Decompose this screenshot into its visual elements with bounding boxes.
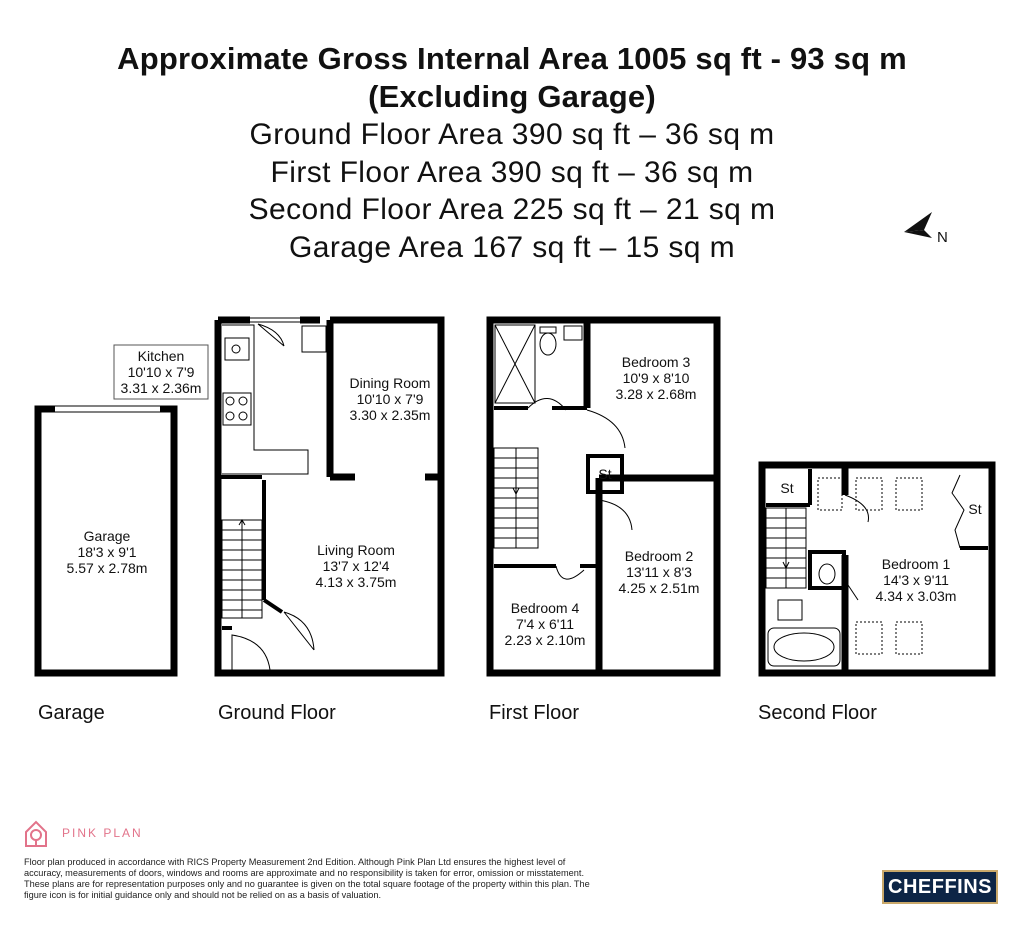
- disclaimer-text: Floor plan produced in accordance with RICS Property Measurement 2nd Edition. Although Pink Plan Ltd ensures the highest level of accuracy, measurements of doors, windows and rooms are approximate and no responsibility is taken for error, omission or misstatement. These plans are for representation purposes only and no guarantee is given on the total square footage of the property within this plan. The figure icon is for initial guidance only and should not be relied on as a basis of valuation.: [24, 857, 590, 900]
- compass-north-label: N: [937, 229, 948, 246]
- first-floor-caption: First Floor: [489, 702, 579, 724]
- ground-floor-plan: [218, 320, 441, 673]
- excluding-garage-note: (Excluding Garage): [368, 79, 656, 114]
- kitchen-name: Kitchen: [137, 348, 185, 364]
- second-floor-caption: Second Floor: [758, 702, 877, 724]
- first-floor-area: First Floor Area 390 sq ft – 36 sq m: [270, 155, 754, 189]
- garage-name: Garage: [83, 528, 131, 544]
- garage-caption: Garage: [38, 702, 105, 724]
- living-name: Living Room: [317, 542, 395, 558]
- bedroom4-imperial: 7'4 x 6'11: [515, 616, 575, 632]
- dining-metric: 3.30 x 2.35m: [349, 407, 431, 423]
- dining-imperial: 10'10 x 7'9: [356, 391, 424, 407]
- bedroom2-metric: 4.25 x 2.51m: [618, 580, 700, 596]
- bedroom3-name: Bedroom 3: [621, 354, 691, 370]
- ground-floor-area: Ground Floor Area 390 sq ft – 36 sq m: [249, 118, 775, 151]
- bedroom3-metric: 3.28 x 2.68m: [615, 386, 697, 402]
- dining-name: Dining Room: [349, 375, 431, 391]
- ground-floor-details: [216, 318, 420, 675]
- bedroom1-name: Bedroom 1: [881, 556, 951, 572]
- bedroom2-name: Bedroom 2: [624, 548, 694, 564]
- bedroom4-name: Bedroom 4: [510, 600, 580, 616]
- ground-floor-caption: Ground Floor: [218, 702, 336, 724]
- bedroom1-imperial: 14'3 x 9'11: [883, 572, 949, 588]
- second-floor-area: Second Floor Area 225 sq ft – 21 sq m: [248, 193, 776, 226]
- pink-plan-logo-text: PINK PLAN: [62, 826, 143, 840]
- cheffins-logo: CHEFFINS: [882, 870, 998, 904]
- first-floor-store-label: St: [598, 466, 612, 482]
- bedroom1-metric: 4.34 x 3.03m: [875, 588, 957, 604]
- kitchen-metric: 3.31 x 2.36m: [120, 380, 202, 396]
- living-metric: 4.13 x 3.75m: [315, 574, 397, 590]
- second-floor-store-right-label: St: [968, 501, 982, 517]
- kitchen-imperial: 10'10 x 7'9: [127, 364, 195, 380]
- second-floor-plan: [762, 465, 992, 673]
- garage-imperial: 18'3 x 9'1: [77, 544, 137, 560]
- bedroom2-imperial: 13'11 x 8'3: [626, 564, 692, 580]
- garage-metric: 5.57 x 2.78m: [66, 560, 148, 576]
- second-floor-store-left-label: St: [780, 480, 794, 496]
- garage-area: Garage Area 167 sq ft – 15 sq m: [289, 230, 735, 264]
- total-area-title: Approximate Gross Internal Area 1005 sq ft - 93 sq m: [117, 41, 907, 76]
- bedroom4-metric: 2.23 x 2.10m: [504, 632, 586, 648]
- bedroom3-imperial: 10'9 x 8'10: [622, 370, 690, 386]
- living-imperial: 13'7 x 12'4: [322, 558, 390, 574]
